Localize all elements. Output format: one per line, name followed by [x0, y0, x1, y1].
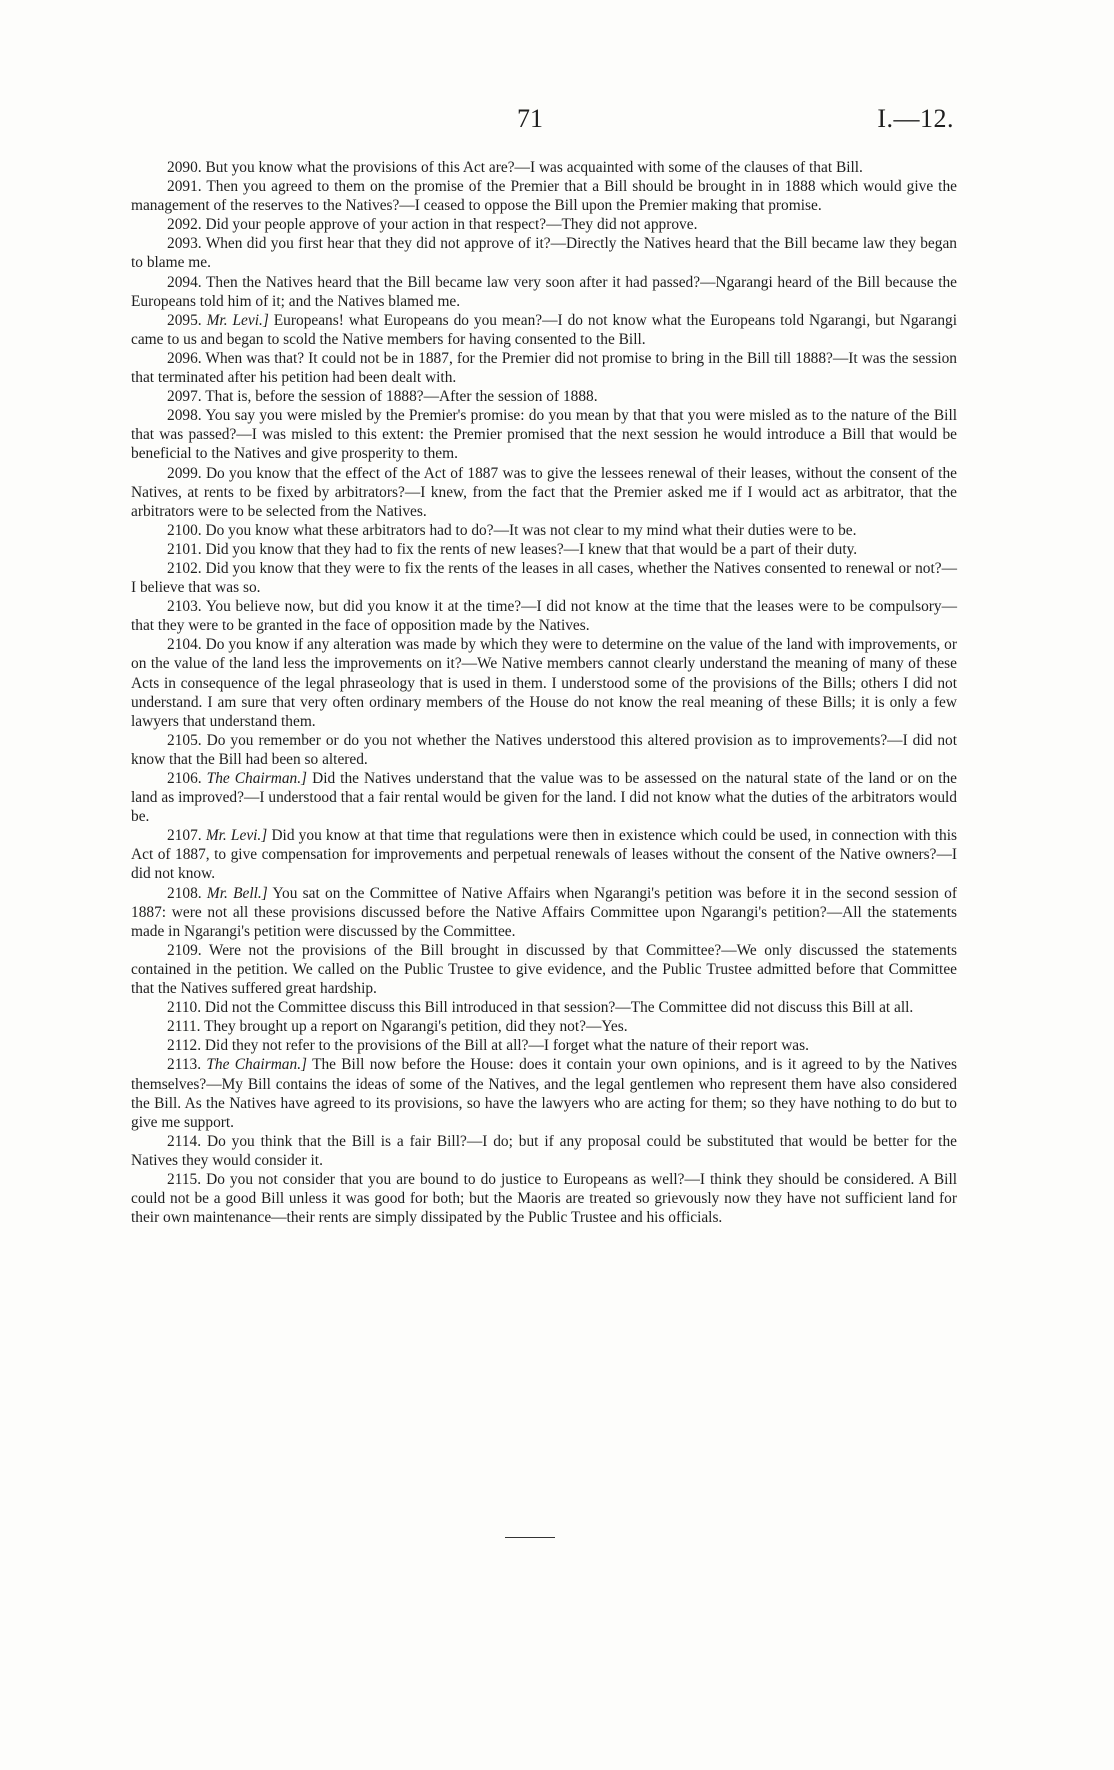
question-number: 2105.: [167, 731, 202, 749]
speaker-label: Mr. Levi.]: [205, 827, 268, 845]
question-number: 2098.: [167, 407, 202, 425]
end-rule: [505, 1537, 555, 1538]
testimony-paragraph: [131, 769, 957, 826]
testimony-paragraph: [131, 884, 957, 941]
testimony-paragraph: [131, 1055, 957, 1131]
question-answer-text: You say you were misled by the Premier's promise: do you mean by that that you were misled as to the nature of the Bill that was passed?—I was misled to this extent: the Premier promised that the next session he would introduce a Bill that would be beneficial to the Natives and give prosperity to them.: [131, 407, 957, 463]
testimony-paragraph: [131, 215, 957, 234]
testimony-paragraph: [131, 826, 957, 883]
question-answer-text: Do you know that the effect of the Act of 1887 was to give the lessees renewal of their leases, without the consent of the Natives, at rents to be fixed by arbitrators?—I knew, from the fact that the Premier asked me if I would act as arbitrator, that the arbitrators were to be selected from the Natives.: [131, 464, 957, 520]
question-number: 2115.: [167, 1170, 202, 1188]
question-answer-text: Did the Natives understand that the value was to be assessed on the natural state of the land or on the land as improved?—I understood that a fair rental would be given for the land. I did not know what the duties of the arbitrators would be.: [131, 770, 957, 826]
question-number: 2102.: [167, 559, 202, 577]
testimony-paragraph: [131, 387, 957, 406]
question-answer-text: You sat on the Committee of Native Affairs when Ngarangi's petition was before it in the second session of 1887: were not all these provisions discussed before the Native Affairs Committee upon Ngarangi's petition?—All the statements made in Ngarangi's petition were discussed by the Committee.: [131, 884, 957, 940]
question-answer-text: Then you agreed to them on the promise of the Premier that a Bill should be brought in in 1888 which would give the management of the reserves to the Natives?—I ceased to oppose the Bill upon the Premier making that promise.: [131, 178, 957, 215]
question-number: 2096.: [167, 349, 202, 367]
question-number: 2094.: [167, 273, 202, 291]
question-answer-text: You believe now, but did you know it at the time?—I did not know at the time that the leases were to be compulsory—that they were to be granted in the face of opposition made by the Natives.: [131, 598, 958, 635]
testimony-paragraph: [131, 559, 957, 597]
testimony-paragraph: [131, 273, 957, 311]
testimony-paragraph: [131, 234, 957, 272]
question-answer-text: When was that? It could not be in 1887, for the Premier did not promise to bring in the Bill till 1888?—It was the session that terminated after his petition had been dealt with.: [131, 349, 957, 387]
testimony-paragraph: [131, 349, 957, 387]
question-number: 2091.: [167, 178, 202, 196]
page-reference: I.—12.: [877, 104, 954, 133]
testimony-paragraph: [131, 597, 957, 635]
question-answer-text: They brought up a report on Ngarangi's petition, did they not?—Yes.: [204, 1018, 628, 1036]
testimony-paragraph: [131, 1036, 957, 1055]
testimony-paragraph: [131, 521, 957, 540]
testimony-paragraph: [131, 464, 957, 521]
question-number: 2104.: [167, 636, 202, 654]
question-answer-text: Did not the Committee discuss this Bill introduced in that session?—The Committee did not discuss this Bill at all.: [204, 999, 914, 1017]
question-number: 2095.: [167, 311, 202, 329]
testimony-paragraph: [131, 941, 957, 998]
question-number: 2113.: [167, 1056, 202, 1074]
testimony-paragraph: [131, 635, 957, 730]
question-number: 2114.: [167, 1132, 202, 1150]
testimony-paragraph: [131, 1170, 957, 1227]
speaker-label: The Chairman.]: [206, 770, 308, 787]
question-number: 2109.: [167, 941, 202, 959]
question-answer-text: When did you first hear that they did not approve of it?—Directly the Natives heard that the Bill became law they began to blame me.: [131, 235, 957, 272]
question-number: 2112.: [167, 1037, 202, 1055]
question-answer-text: Do you not consider that you are bound to do justice to Europeans as well?—I think they should be considered. A Bill could not be a good Bill unless it was good for both; but the Maoris are treated so grievously now they have not sufficient land for their own maintenance—their rents are simply dissipated by the Public Trustee and his officials.: [131, 1170, 957, 1227]
question-answer-text: Did your people approve of your action in that respect?—They did not approve.: [205, 216, 698, 234]
question-number: 2107.: [167, 827, 202, 845]
question-answer-text: Do you know if any alteration was made by which they were to determine on the value of the land with improvements, or on the value of the land less the improvements on it?—We Native members cannot clearly understand the meaning of many of these Acts in consequence of the legal phraseology that is used in them. I understood some of the provisions of the Bills; others I did not understand. I am sure that very often ordinary members of the House do not know the real meaning of these Bills; it is only a few lawyers that understand them.: [131, 636, 957, 730]
question-number: 2103.: [167, 598, 202, 616]
question-number: 2092.: [167, 216, 202, 234]
question-answer-text: Do you know what these arbitrators had to do?—It was not clear to my mind what their duties were to be.: [205, 521, 857, 539]
question-answer-text: Did you know that they were to fix the rents of the leases in all cases, whether the Natives consented to renewal or not?—I believe that was so.: [131, 559, 957, 597]
testimony-paragraph: [131, 158, 957, 177]
testimony-paragraph: [131, 177, 957, 215]
page-number: 71: [517, 104, 543, 133]
question-number: 2108.: [167, 884, 202, 902]
question-number: 2110.: [167, 999, 202, 1017]
question-number: 2093.: [167, 235, 202, 253]
question-number: 2101.: [167, 540, 202, 558]
speaker-label: Mr. Levi.]: [206, 311, 269, 329]
question-answer-text: Did they not refer to the provisions of the Bill at all?—I forget what the nature of their report was.: [204, 1037, 809, 1055]
question-number: 2106.: [167, 770, 202, 787]
question-number: 2111.: [167, 1018, 201, 1036]
question-answer-text: Then the Natives heard that the Bill became law very soon after it had passed?—Ngarangi heard of the Bill because the Europeans told him of it; and the Natives blamed me.: [131, 273, 957, 310]
question-answer-text: Do you think that the Bill is a fair Bill?—I do; but if any proposal could be substituted that would be better for the Natives they would consider it.: [131, 1132, 957, 1169]
speaker-label: The Chairman.]: [206, 1056, 308, 1074]
question-answer-text: Europeans! what Europeans do you mean?—I do not know what the Europeans told Ngarangi, but Ngarangi came to us and began to scold the Native members for having consented to the Bill.: [131, 311, 957, 348]
question-answer-text: That is, before the session of 1888?—After the session of 1888.: [205, 388, 598, 406]
question-answer-text: Did you know at that time that regulations were then in existence which could be used, in connection with this Act of 1887, to give compensation for improvements and perpetual renewals of leases without the consent of the Native owners?—I did not know.: [131, 827, 957, 883]
question-number: 2100.: [167, 521, 202, 539]
testimony-paragraph: [131, 1017, 957, 1036]
document-body: [131, 158, 957, 1227]
testimony-paragraph: [131, 998, 957, 1017]
question-number: 2099.: [167, 464, 202, 482]
testimony-paragraph: [131, 731, 957, 769]
testimony-paragraph: [131, 406, 957, 463]
question-answer-text: Were not the provisions of the Bill brought in discussed by that Committee?—We only discussed the statements contained in the petition. We called on the Public Trustee to give evidence, and the Public Trustee admitted before that Committee that the Natives suffered great hardship.: [131, 941, 957, 998]
question-answer-text: But you know what the provisions of this Act are?—I was acquainted with some of the clauses of that Bill.: [205, 159, 863, 176]
testimony-paragraph: [131, 540, 957, 559]
testimony-paragraph: [131, 311, 957, 349]
question-answer-text: Did you know that they had to fix the rents of new leases?—I knew that that would be a part of their duty.: [205, 540, 858, 558]
testimony-paragraph: [131, 1132, 957, 1170]
question-number: 2090.: [167, 159, 202, 176]
speaker-label: Mr. Bell.]: [206, 884, 268, 902]
question-answer-text: Do you remember or do you not whether the Natives understood this altered provision as to improvements?—I did not know that the Bill had been so altered.: [131, 731, 957, 768]
question-answer-text: The Bill now before the House: does it contain your own opinions, and is it agreed to by the Natives themselves?—My Bill contains the ideas of some of the Natives, and the legal gentlemen who represent them have also considered the Bill. As the Natives have agreed to its provisions, so have the lawyers who are acting for them; so they have nothing to do but to give me support.: [131, 1056, 957, 1131]
question-number: 2097.: [167, 388, 202, 406]
